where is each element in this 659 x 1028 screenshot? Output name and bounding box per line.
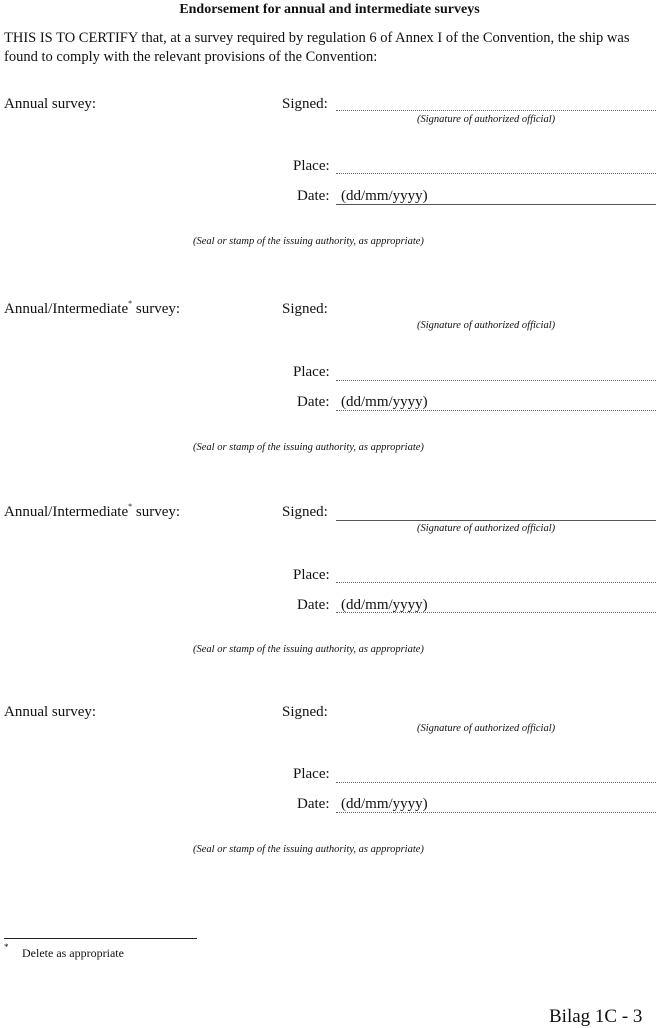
signature-note: (Signature of authorized official)	[417, 523, 556, 534]
date-label: Date:	[297, 188, 330, 204]
footnote-mark: *	[4, 942, 9, 952]
place-line[interactable]	[336, 782, 656, 783]
date-label: Date:	[297, 597, 330, 613]
signed-label: Signed:	[282, 301, 328, 317]
footnote-asterisk: *	[128, 502, 133, 511]
place-line[interactable]	[336, 582, 656, 583]
signature-line[interactable]	[336, 520, 656, 521]
date-line[interactable]	[336, 410, 656, 411]
date-label: Date:	[297, 394, 330, 410]
signed-label: Signed:	[282, 96, 328, 112]
date-placeholder: (dd/mm/yyyy)	[341, 796, 428, 812]
date-line[interactable]	[336, 812, 656, 813]
signed-label: Signed:	[282, 504, 328, 520]
place-line[interactable]	[336, 173, 656, 174]
date-placeholder: (dd/mm/yyyy)	[341, 188, 428, 204]
survey-label: Annual survey:	[4, 704, 97, 720]
place-label: Place:	[293, 567, 330, 583]
signature-line[interactable]	[336, 110, 656, 111]
signature-note: (Signature of authorized official)	[417, 114, 556, 125]
date-placeholder: (dd/mm/yyyy)	[341, 394, 428, 410]
seal-note: (Seal or stamp of the issuing authority, as appropriate)	[193, 644, 424, 655]
page-number: Bilag 1C - 3	[549, 1006, 643, 1027]
place-label: Place:	[293, 158, 330, 174]
survey-label: Annual/Intermediate* survey:	[4, 299, 181, 317]
signed-label: Signed:	[282, 704, 328, 720]
seal-note: (Seal or stamp of the issuing authority, as appropriate)	[193, 236, 424, 247]
footnote-rule	[4, 938, 197, 939]
date-line[interactable]	[336, 204, 656, 205]
seal-note: (Seal or stamp of the issuing authority, as appropriate)	[193, 844, 424, 855]
date-label: Date:	[297, 796, 330, 812]
footnote-text: Delete as appropriate	[22, 946, 124, 960]
document-title: Endorsement for annual and intermediate surveys	[179, 2, 480, 17]
signature-note: (Signature of authorized official)	[417, 723, 556, 734]
seal-note: (Seal or stamp of the issuing authority, as appropriate)	[193, 442, 424, 453]
place-label: Place:	[293, 766, 330, 782]
survey-label: Annual survey:	[4, 96, 97, 112]
place-label: Place:	[293, 364, 330, 380]
survey-label: Annual/Intermediate* survey:	[4, 502, 181, 520]
certify-intro: THIS IS TO CERTIFY that, at a survey required by regulation 6 of Annex I of the Convention, the ship was found to comply with the relevant provisions of the Convention:	[4, 30, 630, 65]
place-line[interactable]	[336, 380, 656, 381]
signature-note: (Signature of authorized official)	[417, 320, 556, 331]
footnote-asterisk: *	[128, 299, 133, 308]
date-line[interactable]	[336, 612, 656, 613]
date-placeholder: (dd/mm/yyyy)	[341, 597, 428, 613]
